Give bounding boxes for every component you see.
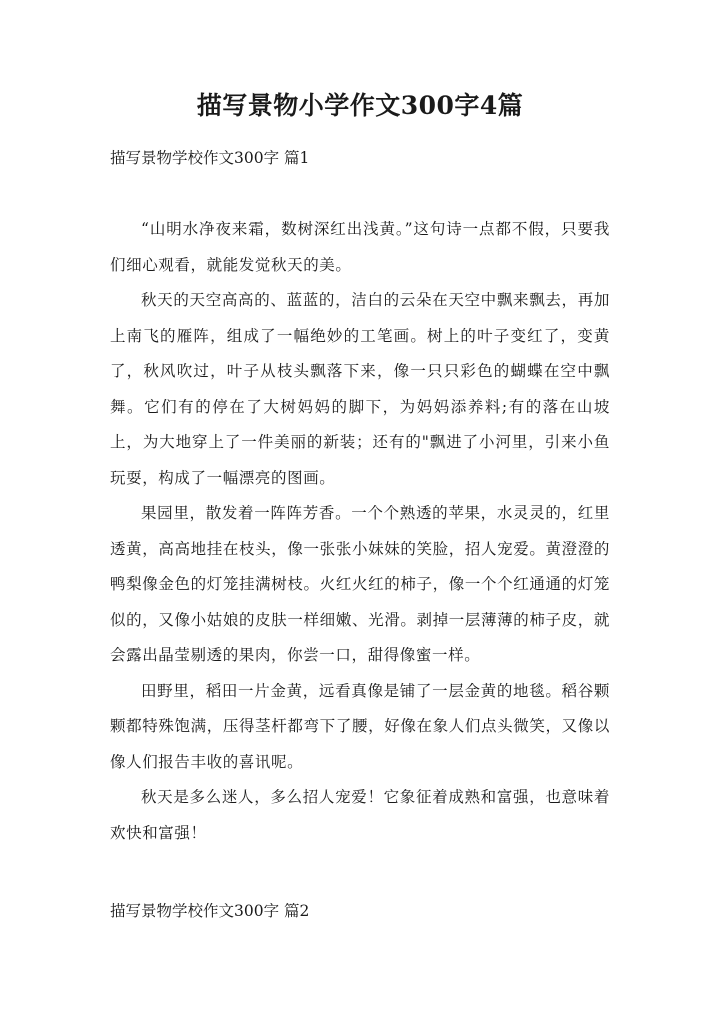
paragraph-2: 秋天的天空高高的、蓝蓝的，洁白的云朵在天空中飘来飘去，再加上南飞的雁阵，组成了一幅绝妙的工笔画。树上的叶子变红了，变黄了，秋风吹过，叶子从枝头飘落下来，像一只只彩色的蝴蝶在空中飘舞。它们有的停在了大树妈妈的脚下，为妈妈添养料;有的落在山坡上，为大地穿上了一件美丽的新装；还有的"飘进了小河里，引来小鱼玩耍，构成了一幅漂亮的图画。 xyxy=(110,291,610,487)
paragraph-5: 秋天是多么迷人，多么招人宠爱！它象征着成熟和富强，也意味着欢快和富强！ xyxy=(110,788,610,842)
section-heading-2: 描写景物学校作文300字 篇2 xyxy=(110,902,310,920)
paragraph-3: 果园里，散发着一阵阵芳香。一个个熟透的苹果，水灵灵的，红里透黄，高高地挂在枝头，像一张张小妹妹的笑脸，招人宠爱。黄澄澄的鸭梨像金色的灯笼挂满树枝。火红火红的柿子，像一个个红通通的灯笼似的，又像小姑娘的皮肤一样细嫩、光滑。剥掉一层薄薄的柿子皮，就会露出晶莹剔透的果肉，你尝一口，甜得像蜜一样。 xyxy=(110,504,610,664)
paragraph-4: 田野里，稻田一片金黄，远看真像是铺了一层金黄的地毯。稻谷颗颗都特殊饱满，压得茎杆都弯下了腰，好像在象人们点头微笑，又像以像人们报告丰收的喜讯呢。 xyxy=(110,681,610,771)
essay-body xyxy=(110,212,610,851)
section-heading-1: 描写景物学校作文300字 篇1 xyxy=(110,149,310,167)
document-title: 描写景物小学作文300字4篇 xyxy=(196,91,524,120)
paragraph-1: “山明水净夜来霜，数树深红出浅黄。”这句诗一点都不假，只要我们细心观看，就能发觉秋天的美。 xyxy=(110,220,610,274)
